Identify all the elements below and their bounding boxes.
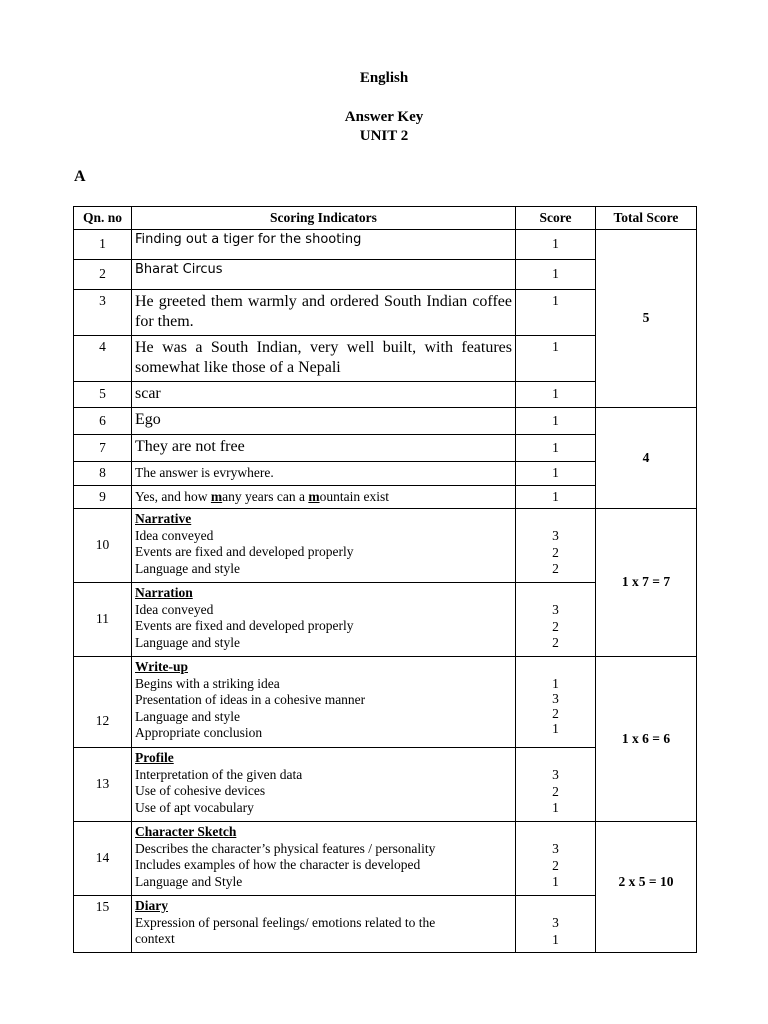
qn-cell: 11: [74, 583, 132, 657]
score-cell: 1: [516, 336, 596, 382]
answer-key-table: [73, 206, 697, 953]
qn-cell: 12: [74, 657, 132, 748]
indicator-line: Language and style: [135, 634, 240, 650]
score-value: 3: [552, 915, 559, 930]
indicator-cell: [132, 822, 516, 896]
score-value: 3: [552, 691, 559, 706]
qn-cell: 2: [74, 260, 132, 290]
header-indicators: Scoring Indicators: [132, 207, 516, 230]
score-value: 3: [552, 528, 559, 543]
indicator-line: Describes the character’s physical features / personality: [135, 840, 436, 856]
table-row: [74, 822, 697, 896]
qn-cell: 6: [74, 408, 132, 435]
qn-cell: 8: [74, 462, 132, 486]
indicator-line: Events are fixed and developed properly: [135, 618, 354, 633]
table-row: [74, 657, 697, 748]
table-header-row: [74, 207, 697, 230]
score-value: 1: [552, 800, 559, 815]
qn-cell: 14: [74, 822, 132, 896]
score-value: 2: [552, 783, 559, 799]
indicator-cell: They are not free: [132, 435, 516, 462]
total-score-cell: 5: [596, 230, 697, 408]
score-value: 1: [552, 721, 559, 736]
document-title: Answer Key: [344, 109, 424, 125]
score-cell: [516, 822, 596, 896]
indicator-title: Write-up: [135, 659, 188, 674]
score-value: 3: [552, 841, 559, 856]
emphasis-letter: m: [308, 488, 320, 504]
indicator-title: Narration: [135, 585, 193, 600]
score-value: 1: [552, 874, 559, 889]
qn-cell: 4: [74, 336, 132, 382]
indicator-cell: Ego: [132, 408, 516, 435]
total-score-cell: 1 x 6 = 6: [596, 657, 697, 822]
header-score: Score: [516, 207, 596, 230]
indicator-line: context: [135, 931, 175, 946]
qn-cell: 3: [74, 290, 132, 336]
indicator-line: Includes examples of how the character is developed: [135, 857, 421, 872]
qn-cell: 15: [74, 896, 132, 953]
score-cell: 1: [516, 408, 596, 435]
qn-cell: 9: [74, 486, 132, 509]
indicator-cell: He greeted them warmly and ordered South Indian coffee for them.: [132, 290, 516, 336]
indicator-cell: [132, 657, 516, 748]
indicator-cell: [132, 748, 516, 822]
indicator-cell: [132, 896, 516, 953]
qn-cell: 7: [74, 435, 132, 462]
score-value: 3: [552, 602, 559, 617]
score-value: 2: [552, 561, 559, 576]
section-label: A: [74, 168, 86, 185]
score-cell: 1: [516, 382, 596, 408]
score-cell: 1: [516, 260, 596, 290]
score-value: 2: [552, 706, 559, 721]
score-cell: [516, 748, 596, 822]
indicator-line: Appropriate conclusion: [135, 725, 263, 740]
indicator-cell: He was a South Indian, very well built, with features somewhat like those of a Nepali: [132, 336, 516, 382]
indicator-line: Begins with a striking idea: [135, 675, 280, 691]
score-cell: 1: [516, 462, 596, 486]
indicator-line: Use of apt vocabulary: [135, 799, 254, 815]
score-cell: 1: [516, 486, 596, 509]
indicator-text: Yes, and how: [135, 488, 211, 504]
table-row: [74, 230, 697, 260]
indicator-cell: [132, 583, 516, 657]
emphasis-letter: m: [210, 488, 223, 504]
score-cell: [516, 896, 596, 953]
qn-cell: 13: [74, 748, 132, 822]
unit-label: UNIT 2: [359, 128, 409, 144]
qn-cell: 5: [74, 382, 132, 408]
score-cell: [516, 509, 596, 583]
score-value: 2: [552, 857, 559, 873]
score-value: 1: [552, 931, 559, 947]
indicator-cell: Bharat Circus: [132, 260, 516, 290]
indicator-text: ountain exist: [319, 488, 389, 504]
subject-heading: English: [359, 70, 409, 86]
total-score-cell: 4: [596, 408, 697, 509]
total-score-cell: 1 x 7 = 7: [596, 509, 697, 657]
header-qn: Qn. no: [74, 207, 132, 230]
table-row: [74, 509, 697, 583]
indicator-title: Profile: [135, 750, 174, 765]
indicator-text: any years can a: [222, 488, 309, 504]
indicator-cell: [132, 486, 516, 509]
indicator-line: Language and style: [135, 560, 240, 576]
score-cell: [516, 583, 596, 657]
score-cell: 1: [516, 435, 596, 462]
indicator-cell: Finding out a tiger for the shooting: [132, 230, 516, 260]
total-score-cell: 2 x 5 = 10: [596, 822, 697, 953]
qn-cell: 10: [74, 509, 132, 583]
indicator-title: Diary: [135, 898, 168, 913]
score-cell: 1: [516, 230, 596, 260]
indicator-cell: scar: [132, 382, 516, 408]
indicator-title: Narrative: [135, 511, 192, 526]
indicator-line: Events are fixed and developed properly: [135, 544, 354, 559]
indicator-line: Interpretation of the given data: [135, 766, 303, 782]
score-value: 2: [552, 635, 559, 650]
indicator-title: Character Sketch: [135, 824, 237, 839]
indicator-line: Expression of personal feelings/ emotions related to the: [135, 914, 436, 930]
score-value: 2: [552, 544, 559, 560]
indicator-line: Presentation of ideas in a cohesive manner: [135, 692, 366, 707]
indicator-cell: [132, 509, 516, 583]
header-total: Total Score: [596, 207, 697, 230]
score-value: 3: [552, 767, 559, 782]
score-cell: [516, 657, 596, 748]
score-value: 1: [552, 676, 559, 691]
indicator-cell: The answer is evrywhere.: [132, 462, 516, 486]
indicator-line: Idea conveyed: [135, 601, 214, 617]
indicator-line: Language and style: [135, 708, 240, 724]
score-value: 2: [552, 618, 559, 634]
indicator-line: Language and Style: [135, 873, 243, 889]
indicator-line: Use of cohesive devices: [135, 783, 266, 798]
table-row: [74, 408, 697, 435]
indicator-line: Idea conveyed: [135, 527, 214, 543]
qn-cell: 1: [74, 230, 132, 260]
score-cell: 1: [516, 290, 596, 336]
